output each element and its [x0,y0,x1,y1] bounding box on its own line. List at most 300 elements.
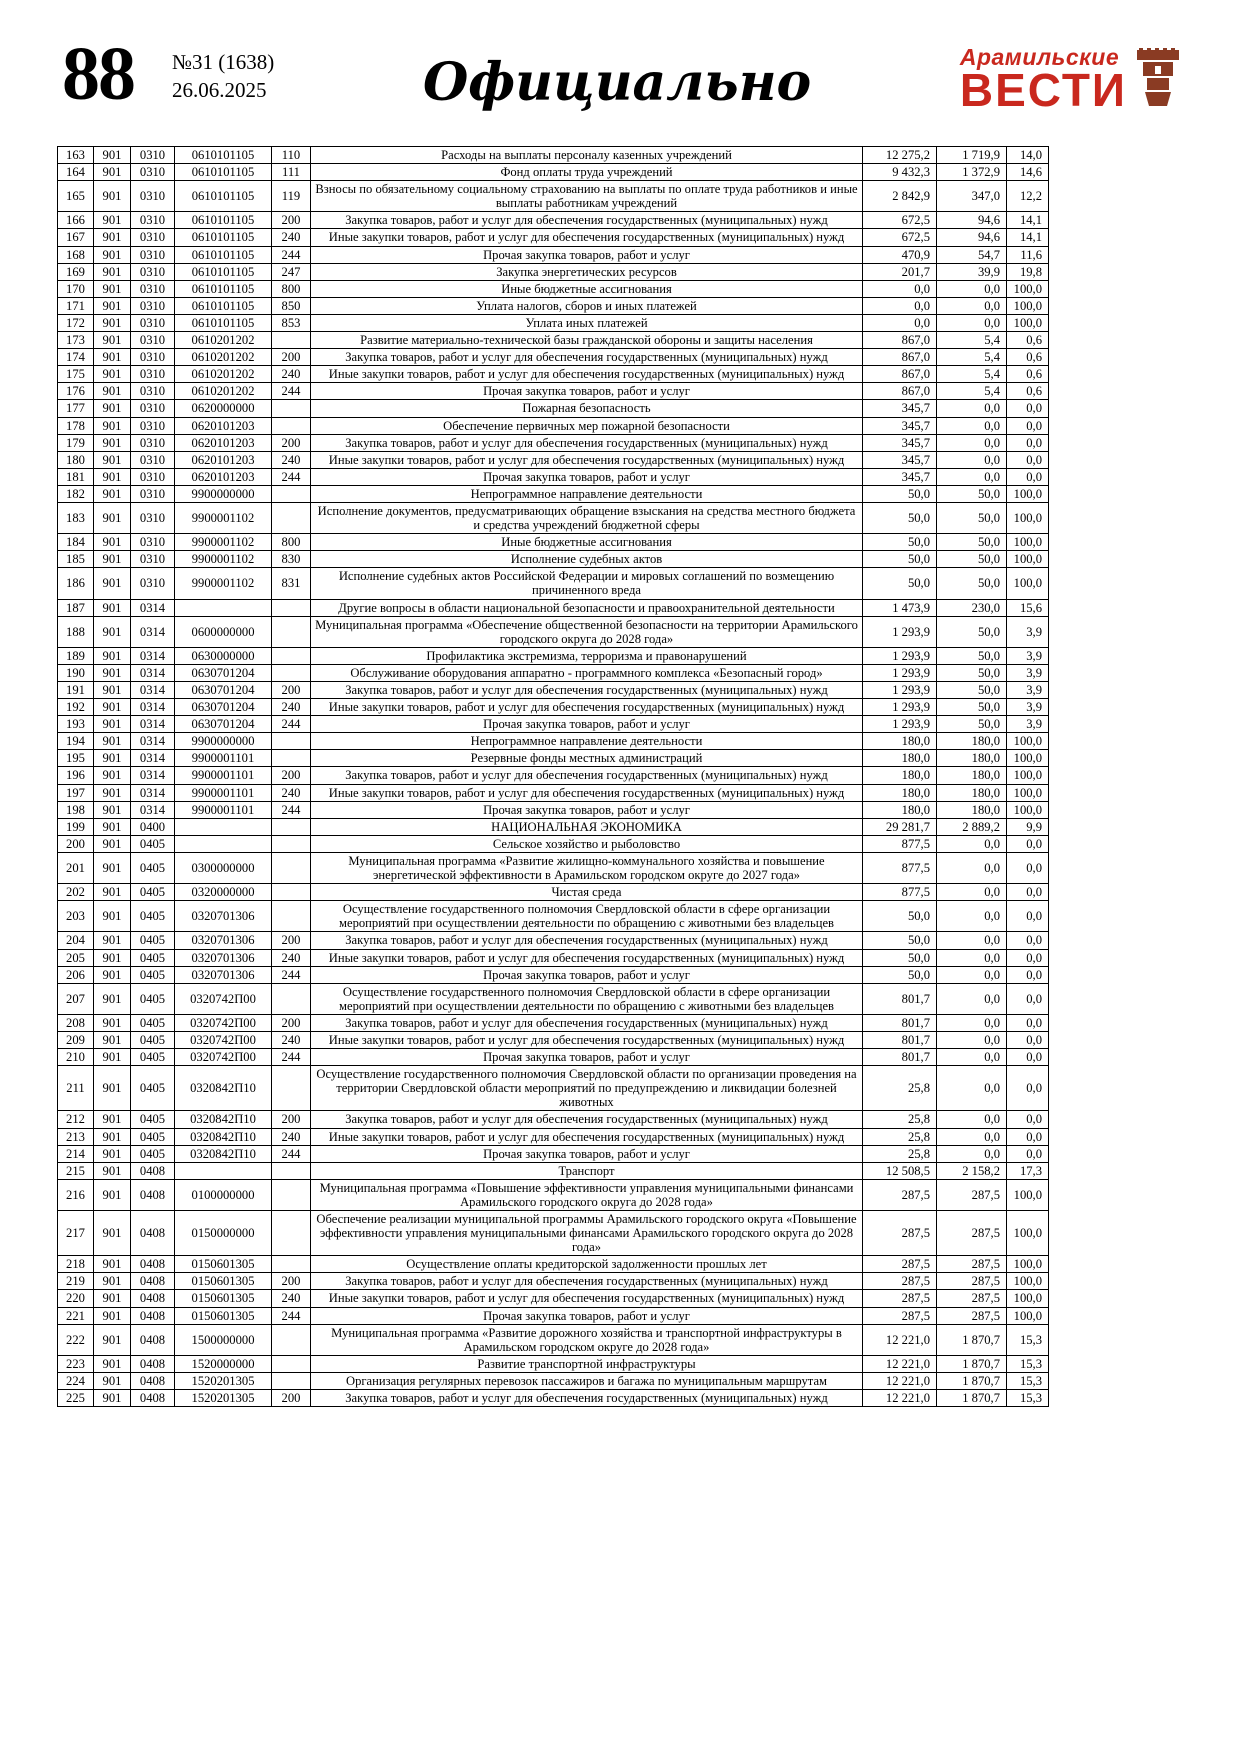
executed-amount-cell: 50,0 [937,502,1007,533]
expense-type-code-cell [272,901,311,932]
target-article-code-cell: 0600000000 [175,616,272,647]
page-number: 88 [62,32,134,116]
percent-cell: 0,0 [1007,1145,1049,1162]
table-row [58,616,1049,647]
executed-amount-cell: 5,4 [937,332,1007,349]
section-code-cell: 0408 [131,1211,175,1256]
grbs-code-cell: 901 [94,366,131,383]
expense-name-cell: Организация регулярных перевозок пассажиров и багажа по муниципальным маршрутам [311,1372,863,1389]
table-row [58,1128,1049,1145]
table-row [58,1066,1049,1111]
grbs-code-cell: 901 [94,599,131,616]
section-code-cell: 0408 [131,1355,175,1372]
grbs-code-cell: 901 [94,568,131,599]
table-row [58,750,1049,767]
grbs-code-cell: 901 [94,1355,131,1372]
section-title: Официально [422,52,812,113]
expense-type-code-cell: 240 [272,366,311,383]
percent-cell: 0,0 [1007,434,1049,451]
section-code-cell: 0408 [131,1390,175,1407]
executed-amount-cell: 287,5 [937,1273,1007,1290]
row-number-cell: 223 [58,1355,94,1372]
expense-name-cell: Развитие материально-технической базы гражданской обороны и защиты населения [311,332,863,349]
expense-type-code-cell: 244 [272,1307,311,1324]
table-row [58,949,1049,966]
expense-name-cell: Уплата налогов, сборов и иных платежей [311,297,863,314]
grbs-code-cell: 901 [94,1324,131,1355]
section-code-cell: 0310 [131,417,175,434]
executed-amount-cell: 50,0 [937,716,1007,733]
table-row [58,485,1049,502]
expense-type-code-cell: 240 [272,1031,311,1048]
plan-amount-cell: 672,5 [863,229,937,246]
target-article-code-cell: 0610101105 [175,246,272,263]
plan-amount-cell: 12 275,2 [863,147,937,164]
target-article-code-cell: 0610101105 [175,263,272,280]
target-article-code-cell: 9900001102 [175,502,272,533]
newspaper-brand [959,44,1181,116]
expense-type-code-cell [272,1355,311,1372]
table-row [58,534,1049,551]
target-article-code-cell: 0320701306 [175,901,272,932]
expense-name-cell: Непрограммное направление деятельности [311,733,863,750]
plan-amount-cell: 345,7 [863,417,937,434]
expense-name-cell: Муниципальная программа «Обеспечение общественной безопасности на территории Арамильского городского округа до 2028 года» [311,616,863,647]
issue-block [172,48,274,105]
expense-name-cell: Прочая закупка товаров, работ и услуг [311,383,863,400]
expense-type-code-cell: 200 [272,212,311,229]
executed-amount-cell: 50,0 [937,647,1007,664]
expense-type-code-cell: 200 [272,1273,311,1290]
percent-cell: 0,0 [1007,1128,1049,1145]
expense-name-cell: Иные закупки товаров, работ и услуг для обеспечения государственных (муниципальных) нужд [311,451,863,468]
table-row [58,1111,1049,1128]
expense-type-code-cell: 244 [272,1145,311,1162]
row-number-cell: 194 [58,733,94,750]
executed-amount-cell: 0,0 [937,1014,1007,1031]
table-row [58,400,1049,417]
row-number-cell: 166 [58,212,94,229]
target-article-code-cell: 0320701306 [175,932,272,949]
section-code-cell: 0405 [131,901,175,932]
executed-amount-cell: 2 889,2 [937,818,1007,835]
executed-amount-cell: 0,0 [937,949,1007,966]
percent-cell: 100,0 [1007,485,1049,502]
grbs-code-cell: 901 [94,246,131,263]
plan-amount-cell: 180,0 [863,801,937,818]
percent-cell: 0,0 [1007,468,1049,485]
percent-cell: 17,3 [1007,1162,1049,1179]
grbs-code-cell: 901 [94,1390,131,1407]
plan-amount-cell: 345,7 [863,468,937,485]
expense-type-code-cell: 240 [272,1128,311,1145]
target-article-code-cell: 0620000000 [175,400,272,417]
executed-amount-cell: 0,0 [937,468,1007,485]
target-article-code-cell: 0610101105 [175,147,272,164]
percent-cell: 0,6 [1007,349,1049,366]
section-code-cell: 0400 [131,818,175,835]
grbs-code-cell: 901 [94,314,131,331]
section-code-cell: 0314 [131,664,175,681]
table-row [58,1162,1049,1179]
row-number-cell: 163 [58,147,94,164]
expense-type-code-cell [272,983,311,1014]
percent-cell: 0,0 [1007,835,1049,852]
expense-type-code-cell [272,1066,311,1111]
table-row [58,280,1049,297]
section-code-cell: 0314 [131,733,175,750]
table-row [58,599,1049,616]
expense-type-code-cell: 853 [272,314,311,331]
expense-type-code-cell: 831 [272,568,311,599]
plan-amount-cell: 867,0 [863,383,937,400]
table-row [58,1211,1049,1256]
grbs-code-cell: 901 [94,349,131,366]
expense-type-code-cell: 800 [272,534,311,551]
executed-amount-cell: 54,7 [937,246,1007,263]
coat-of-arms-icon [1135,48,1181,113]
section-code-cell: 0310 [131,400,175,417]
grbs-code-cell: 901 [94,716,131,733]
section-code-cell: 0310 [131,534,175,551]
expense-name-cell: Закупка товаров, работ и услуг для обеспечения государственных (муниципальных) нужд [311,212,863,229]
table-row [58,181,1049,212]
table-row [58,1145,1049,1162]
table-row [58,884,1049,901]
executed-amount-cell: 0,0 [937,1128,1007,1145]
target-article-code-cell: 0320742П00 [175,983,272,1014]
target-article-code-cell: 9900000000 [175,733,272,750]
row-number-cell: 186 [58,568,94,599]
section-code-cell: 0310 [131,246,175,263]
expense-type-code-cell [272,647,311,664]
grbs-code-cell: 901 [94,750,131,767]
expense-type-code-cell: 200 [272,1390,311,1407]
section-code-cell: 0310 [131,568,175,599]
plan-amount-cell: 29 281,7 [863,818,937,835]
expense-name-cell: Прочая закупка товаров, работ и услуг [311,1145,863,1162]
budget-table-body [58,147,1049,1407]
grbs-code-cell: 901 [94,801,131,818]
table-row [58,664,1049,681]
percent-cell: 100,0 [1007,280,1049,297]
expense-name-cell: Иные закупки товаров, работ и услуг для обеспечения государственных (муниципальных) нужд [311,784,863,801]
executed-amount-cell: 50,0 [937,534,1007,551]
table-row [58,349,1049,366]
target-article-code-cell: 9900001102 [175,534,272,551]
target-article-code-cell: 0610101105 [175,164,272,181]
row-number-cell: 210 [58,1049,94,1066]
expense-type-code-cell: 240 [272,229,311,246]
grbs-code-cell: 901 [94,263,131,280]
plan-amount-cell: 470,9 [863,246,937,263]
expense-type-code-cell [272,1372,311,1389]
grbs-code-cell: 901 [94,551,131,568]
grbs-code-cell: 901 [94,534,131,551]
expense-name-cell: Осуществление оплаты кредиторской задолженности прошлых лет [311,1256,863,1273]
section-code-cell: 0405 [131,949,175,966]
section-code-cell: 0405 [131,1145,175,1162]
grbs-code-cell: 901 [94,733,131,750]
executed-amount-cell: 94,6 [937,212,1007,229]
grbs-code-cell: 901 [94,884,131,901]
target-article-code-cell: 0610201202 [175,366,272,383]
executed-amount-cell: 50,0 [937,551,1007,568]
percent-cell: 0,0 [1007,1031,1049,1048]
percent-cell: 100,0 [1007,502,1049,533]
grbs-code-cell: 901 [94,417,131,434]
target-article-code-cell [175,1162,272,1179]
target-article-code-cell: 0320742П00 [175,1031,272,1048]
percent-cell: 14,6 [1007,164,1049,181]
expense-name-cell: Прочая закупка товаров, работ и услуг [311,966,863,983]
plan-amount-cell: 25,8 [863,1145,937,1162]
target-article-code-cell: 0150601305 [175,1290,272,1307]
target-article-code-cell: 0630701204 [175,664,272,681]
row-number-cell: 178 [58,417,94,434]
row-number-cell: 169 [58,263,94,280]
expense-type-code-cell [272,664,311,681]
target-article-code-cell: 0320842П10 [175,1128,272,1145]
executed-amount-cell: 50,0 [937,664,1007,681]
expense-name-cell: Расходы на выплаты персоналу казенных учреждений [311,147,863,164]
percent-cell: 15,3 [1007,1390,1049,1407]
target-article-code-cell: 0620101203 [175,434,272,451]
target-article-code-cell: 9900001101 [175,784,272,801]
table-row [58,568,1049,599]
row-number-cell: 182 [58,485,94,502]
section-code-cell: 0408 [131,1290,175,1307]
target-article-code-cell: 0320842П10 [175,1111,272,1128]
brand-name-main: ВЕСТИ [959,64,1127,116]
masthead [0,32,1241,134]
section-code-cell: 0408 [131,1307,175,1324]
percent-cell: 100,0 [1007,1211,1049,1256]
section-code-cell: 0314 [131,767,175,784]
plan-amount-cell: 0,0 [863,280,937,297]
row-number-cell: 206 [58,966,94,983]
percent-cell: 3,9 [1007,699,1049,716]
table-row [58,647,1049,664]
grbs-code-cell: 901 [94,1179,131,1210]
grbs-code-cell: 901 [94,434,131,451]
table-row [58,366,1049,383]
expense-name-cell: Прочая закупка товаров, работ и услуг [311,716,863,733]
executed-amount-cell: 50,0 [937,699,1007,716]
percent-cell: 0,0 [1007,884,1049,901]
grbs-code-cell: 901 [94,468,131,485]
section-code-cell: 0405 [131,1014,175,1031]
section-code-cell: 0408 [131,1162,175,1179]
target-article-code-cell: 0620101203 [175,417,272,434]
table-row [58,229,1049,246]
target-article-code-cell [175,599,272,616]
target-article-code-cell: 0150601305 [175,1256,272,1273]
grbs-code-cell: 901 [94,1049,131,1066]
section-code-cell: 0310 [131,451,175,468]
plan-amount-cell: 50,0 [863,932,937,949]
row-number-cell: 172 [58,314,94,331]
plan-amount-cell: 345,7 [863,434,937,451]
percent-cell: 3,9 [1007,716,1049,733]
executed-amount-cell: 0,0 [937,451,1007,468]
expense-type-code-cell: 244 [272,1049,311,1066]
expense-name-cell: Закупка энергетических ресурсов [311,263,863,280]
grbs-code-cell: 901 [94,1145,131,1162]
percent-cell: 3,9 [1007,647,1049,664]
section-code-cell: 0408 [131,1256,175,1273]
expense-name-cell: Пожарная безопасность [311,400,863,417]
executed-amount-cell: 50,0 [937,616,1007,647]
executed-amount-cell: 0,0 [937,966,1007,983]
expense-name-cell: Закупка товаров, работ и услуг для обеспечения государственных (муниципальных) нужд [311,682,863,699]
expense-name-cell: Прочая закупка товаров, работ и услуг [311,1049,863,1066]
expense-name-cell: Осуществление государственного полномочия Свердловской области в сфере организации мероприятий при осуществлении деятельности по обращению с животными без владельцев [311,983,863,1014]
target-article-code-cell: 0150000000 [175,1211,272,1256]
percent-cell: 0,6 [1007,383,1049,400]
plan-amount-cell: 801,7 [863,983,937,1014]
percent-cell: 15,3 [1007,1324,1049,1355]
expense-name-cell: Чистая среда [311,884,863,901]
section-code-cell: 0314 [131,599,175,616]
grbs-code-cell: 901 [94,664,131,681]
expense-type-code-cell: 247 [272,263,311,280]
table-row [58,383,1049,400]
grbs-code-cell: 901 [94,297,131,314]
expense-type-code-cell: 240 [272,1290,311,1307]
executed-amount-cell: 1 870,7 [937,1390,1007,1407]
executed-amount-cell: 1 870,7 [937,1324,1007,1355]
expense-type-code-cell [272,400,311,417]
section-code-cell: 0314 [131,784,175,801]
table-row [58,434,1049,451]
row-number-cell: 193 [58,716,94,733]
grbs-code-cell: 901 [94,682,131,699]
row-number-cell: 202 [58,884,94,901]
section-code-cell: 0310 [131,383,175,400]
table-row [58,901,1049,932]
grbs-code-cell: 901 [94,1066,131,1111]
executed-amount-cell: 0,0 [937,280,1007,297]
target-article-code-cell: 0150601305 [175,1307,272,1324]
target-article-code-cell: 0320000000 [175,884,272,901]
row-number-cell: 165 [58,181,94,212]
section-code-cell: 0310 [131,485,175,502]
percent-cell: 0,0 [1007,966,1049,983]
grbs-code-cell: 901 [94,949,131,966]
section-code-cell: 0408 [131,1273,175,1290]
percent-cell: 15,3 [1007,1355,1049,1372]
executed-amount-cell: 0,0 [937,852,1007,883]
executed-amount-cell: 1 719,9 [937,147,1007,164]
percent-cell: 3,9 [1007,616,1049,647]
grbs-code-cell: 901 [94,485,131,502]
grbs-code-cell: 901 [94,181,131,212]
grbs-code-cell: 901 [94,1290,131,1307]
grbs-code-cell: 901 [94,767,131,784]
executed-amount-cell: 287,5 [937,1290,1007,1307]
target-article-code-cell: 9900001101 [175,801,272,818]
percent-cell: 3,9 [1007,664,1049,681]
table-row [58,147,1049,164]
executed-amount-cell: 0,0 [937,901,1007,932]
expense-type-code-cell [272,1179,311,1210]
table-row [58,212,1049,229]
target-article-code-cell: 0300000000 [175,852,272,883]
expense-name-cell: Обеспечение первичных мер пожарной безопасности [311,417,863,434]
expense-name-cell: Прочая закупка товаров, работ и услуг [311,801,863,818]
row-number-cell: 167 [58,229,94,246]
table-row [58,451,1049,468]
grbs-code-cell: 901 [94,983,131,1014]
target-article-code-cell: 0610101105 [175,280,272,297]
row-number-cell: 180 [58,451,94,468]
percent-cell: 3,9 [1007,682,1049,699]
executed-amount-cell: 0,0 [937,884,1007,901]
percent-cell: 100,0 [1007,534,1049,551]
percent-cell: 100,0 [1007,551,1049,568]
executed-amount-cell: 287,5 [937,1256,1007,1273]
section-code-cell: 0310 [131,314,175,331]
executed-amount-cell: 0,0 [937,297,1007,314]
section-code-cell: 0314 [131,801,175,818]
brand-text [959,44,1127,116]
expense-name-cell: Иные закупки товаров, работ и услуг для обеспечения государственных (муниципальных) нужд [311,699,863,716]
executed-amount-cell: 0,0 [937,932,1007,949]
row-number-cell: 220 [58,1290,94,1307]
executed-amount-cell: 287,5 [937,1211,1007,1256]
expense-name-cell: Закупка товаров, работ и услуг для обеспечения государственных (муниципальных) нужд [311,932,863,949]
expense-name-cell: Профилактика экстремизма, терроризма и правонарушений [311,647,863,664]
row-number-cell: 188 [58,616,94,647]
executed-amount-cell: 180,0 [937,784,1007,801]
table-row [58,1256,1049,1273]
target-article-code-cell: 0620101203 [175,468,272,485]
brand-name-top: Арамильские [959,44,1120,70]
plan-amount-cell: 345,7 [863,400,937,417]
expense-name-cell: Закупка товаров, работ и услуг для обеспечения государственных (муниципальных) нужд [311,1111,863,1128]
table-row [58,551,1049,568]
percent-cell: 0,0 [1007,400,1049,417]
table-row [58,1031,1049,1048]
executed-amount-cell: 50,0 [937,485,1007,502]
row-number-cell: 174 [58,349,94,366]
expense-type-code-cell [272,1256,311,1273]
executed-amount-cell: 0,0 [937,835,1007,852]
grbs-code-cell: 901 [94,699,131,716]
row-number-cell: 199 [58,818,94,835]
target-article-code-cell: 0320701306 [175,966,272,983]
section-code-cell: 0405 [131,966,175,983]
target-article-code-cell: 0630701204 [175,716,272,733]
expense-name-cell: Обеспечение реализации муниципальной программы Арамильского городского округа «Повышение эффективности управления муниципальными финансами Арамильского городского округа до 2028 года» [311,1211,863,1256]
row-number-cell: 190 [58,664,94,681]
target-article-code-cell: 0620101203 [175,451,272,468]
expense-type-code-cell: 200 [272,682,311,699]
section-code-cell: 0310 [131,434,175,451]
expense-type-code-cell: 110 [272,147,311,164]
grbs-code-cell: 901 [94,229,131,246]
expense-type-code-cell: 830 [272,551,311,568]
plan-amount-cell: 1 293,9 [863,616,937,647]
row-number-cell: 221 [58,1307,94,1324]
grbs-code-cell: 901 [94,852,131,883]
plan-amount-cell: 50,0 [863,502,937,533]
percent-cell: 100,0 [1007,1256,1049,1273]
expense-type-code-cell [272,502,311,533]
executed-amount-cell: 0,0 [937,1145,1007,1162]
plan-amount-cell: 12 221,0 [863,1355,937,1372]
